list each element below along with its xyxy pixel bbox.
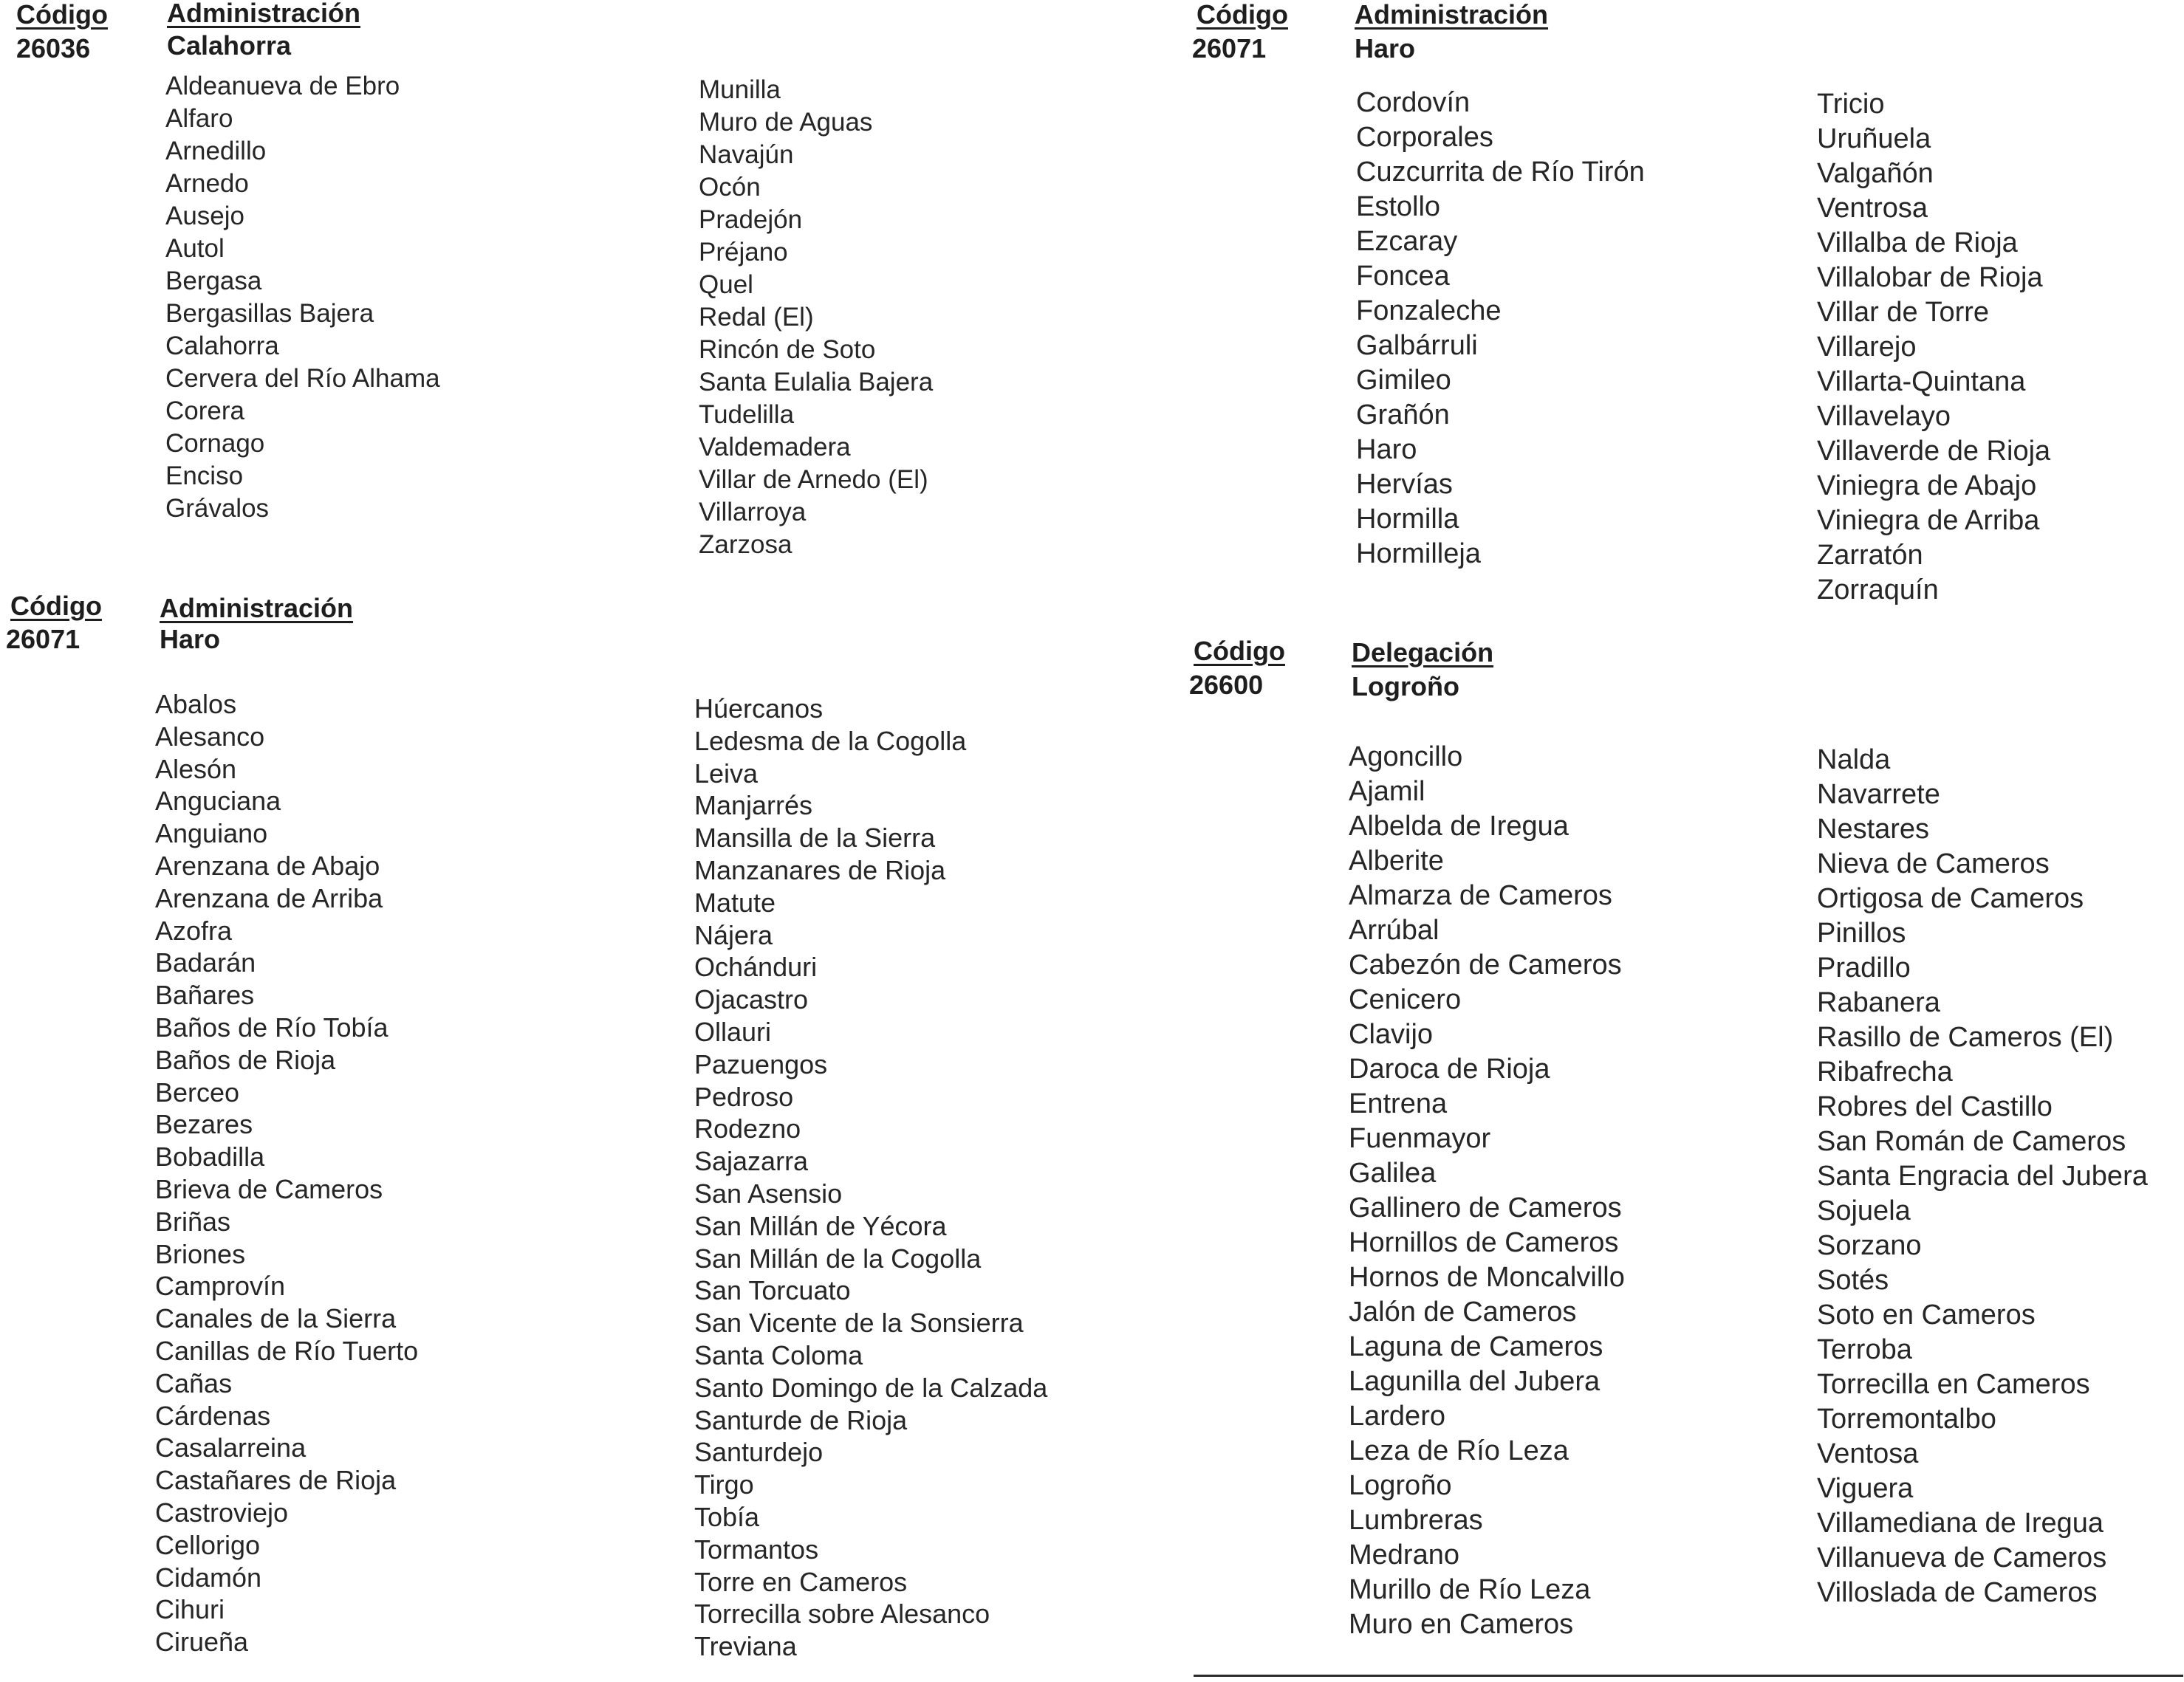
list-item: San Vicente de la Sonsierra: [694, 1308, 1024, 1339]
municipality-list-right: [1817, 87, 2050, 608]
list-item: Zorraquín: [1817, 574, 1939, 605]
tipo-label: Administración: [1355, 0, 1549, 30]
list-item: Bezares: [155, 1109, 253, 1140]
codigo-value: 26600: [1189, 670, 1264, 700]
list-item: Leiva: [694, 758, 759, 789]
list-item: Sajazarra: [694, 1146, 809, 1177]
list-item: Manzanares de Rioja: [694, 854, 946, 885]
list-item: Mansilla de la Sierra: [694, 823, 936, 854]
list-item: Cañas: [155, 1367, 233, 1398]
list-item: Viguera: [1817, 1473, 1914, 1504]
list-item: Rodezno: [694, 1113, 801, 1144]
list-item: Arnedillo: [165, 137, 267, 165]
list-item: Camprovín: [155, 1271, 286, 1302]
municipality-list-left: [155, 688, 418, 1658]
list-item: Soto en Cameros: [1817, 1300, 2036, 1331]
list-item: Cirueña: [155, 1627, 249, 1658]
list-item: Pradejón: [699, 205, 803, 234]
list-item: San Asensio: [694, 1178, 843, 1209]
municipality-list-right: [694, 693, 1047, 1663]
list-item: Torrecilla sobre Alesanco: [694, 1599, 990, 1630]
list-item: Gimileo: [1356, 365, 1451, 396]
list-item: Haro: [1356, 434, 1417, 465]
list-item: Munilla: [699, 75, 781, 104]
municipality-list-left: [1349, 740, 1625, 1642]
list-item: Clavijo: [1349, 1019, 1434, 1050]
list-item: Abalos: [155, 689, 237, 719]
list-item: Baños de Río Tobía: [155, 1012, 388, 1043]
list-item: Brieva de Cameros: [155, 1173, 383, 1204]
list-item: Hornos de Moncalvillo: [1349, 1262, 1625, 1293]
list-item: Nestares: [1817, 814, 1930, 845]
list-item: Ezcaray: [1356, 226, 1458, 257]
list-item: Azofra: [155, 915, 233, 946]
list-item: Santo Domingo de la Calzada: [694, 1372, 1048, 1403]
tipo-label: Administración: [167, 0, 361, 28]
list-item: Cabezón de Cameros: [1349, 950, 1622, 981]
list-item: Rabanera: [1817, 987, 1940, 1018]
bottom-divider: [1194, 1675, 2183, 1677]
list-item: Matute: [694, 887, 776, 918]
list-item: San Millán de la Cogolla: [694, 1243, 982, 1274]
list-item: Santa Engracia del Jubera: [1817, 1161, 2148, 1192]
list-item: Nalda: [1817, 744, 1891, 775]
list-item: Grañón: [1356, 399, 1450, 430]
list-item: Lagunilla del Jubera: [1349, 1366, 1601, 1397]
list-item: Laguna de Cameros: [1349, 1331, 1603, 1362]
list-item: Bergasa: [165, 267, 262, 295]
list-item: Fonzaleche: [1356, 295, 1502, 326]
list-item: Húercanos: [694, 693, 824, 724]
list-item: Daroca de Rioja: [1349, 1054, 1550, 1085]
list-item: Rasillo de Cameros (El): [1817, 1022, 2114, 1053]
list-item: Alesón: [155, 753, 237, 784]
list-item: Villaverde de Rioja: [1817, 436, 2051, 467]
list-item: Cornago: [165, 429, 265, 458]
list-item: Zarratón: [1817, 540, 1923, 571]
municipality-list-left: [1356, 86, 1645, 571]
list-item: Santurde de Rioja: [694, 1404, 908, 1435]
list-item: Alberite: [1349, 845, 1444, 876]
list-item: Valdemadera: [699, 433, 851, 461]
list-item: Arnedo: [165, 169, 249, 198]
list-item: Hornillos de Cameros: [1349, 1227, 1619, 1258]
list-item: Pradillo: [1817, 952, 1911, 984]
list-item: Viniegra de Arriba: [1817, 505, 2040, 536]
list-item: Bergasillas Bajera: [165, 299, 374, 328]
list-item: Pedroso: [694, 1081, 794, 1112]
list-item: Manjarrés: [694, 790, 813, 821]
list-item: Logroño: [1349, 1470, 1452, 1501]
list-item: Murillo de Río Leza: [1349, 1574, 1591, 1605]
list-item: Castañares de Rioja: [155, 1465, 397, 1496]
list-item: Hervías: [1356, 469, 1453, 500]
list-item: Cervera del Río Alhama: [165, 364, 440, 393]
list-item: Lumbreras: [1349, 1505, 1483, 1536]
list-item: Villavelayo: [1817, 401, 1951, 432]
list-item: Villalba de Rioja: [1817, 227, 2018, 258]
list-item: Ausejo: [165, 202, 245, 230]
list-item: Arenzana de Abajo: [155, 850, 380, 881]
list-item: Rincón de Soto: [699, 335, 876, 364]
list-item: Tricio: [1817, 89, 1885, 120]
list-item: Villarroya: [699, 498, 807, 526]
list-item: San Millán de Yécora: [694, 1210, 947, 1241]
municipality-list-right: [1817, 743, 2148, 1610]
list-item: Sotés: [1817, 1265, 1889, 1296]
municipality-list-right: [699, 74, 933, 561]
list-item: Treviana: [694, 1631, 797, 1662]
list-item: Santurdejo: [694, 1437, 824, 1468]
list-item: Santa Eulalia Bajera: [699, 368, 934, 397]
list-item: Arrúbal: [1349, 915, 1440, 946]
list-item: Hormilla: [1356, 504, 1459, 535]
list-item: Ocón: [699, 173, 761, 202]
list-item: Bañares: [155, 980, 255, 1011]
list-item: Cihuri: [155, 1594, 225, 1625]
codigo-value: 26036: [16, 33, 91, 63]
list-item: Alesanco: [155, 721, 265, 752]
list-item: Valgañón: [1817, 158, 1934, 189]
list-item: Canillas de Río Tuerto: [155, 1335, 419, 1366]
list-item: Tudelilla: [699, 400, 795, 429]
list-item: Tormantos: [694, 1534, 819, 1565]
list-item: Fuenmayor: [1349, 1123, 1491, 1154]
list-item: Ventosa: [1817, 1438, 1919, 1469]
list-item: Torremontalbo: [1817, 1404, 1996, 1435]
list-item: Jalón de Cameros: [1349, 1297, 1577, 1328]
list-item: Redal (El): [699, 303, 814, 332]
list-item: Galbárruli: [1356, 330, 1478, 361]
list-item: Almarza de Cameros: [1349, 880, 1612, 911]
list-item: Ajamil: [1349, 776, 1425, 807]
list-item: Corporales: [1356, 122, 1493, 153]
list-item: Ledesma de la Cogolla: [694, 725, 967, 756]
list-item: Ojacastro: [694, 984, 809, 1015]
list-item: Zarzosa: [699, 530, 793, 559]
list-item: Ochánduri: [694, 952, 818, 983]
list-item: Sojuela: [1817, 1195, 1911, 1226]
list-item: Alfaro: [165, 104, 233, 133]
list-item: Pinillos: [1817, 918, 1906, 949]
list-item: Navajún: [699, 140, 794, 169]
list-item: Medrano: [1349, 1539, 1459, 1571]
section-name: Haro: [160, 624, 221, 654]
list-item: Baños de Rioja: [155, 1044, 336, 1075]
list-item: Villamediana de Iregua: [1817, 1508, 2104, 1539]
section-name: Logroño: [1352, 671, 1459, 701]
list-item: Nieva de Cameros: [1817, 848, 2050, 879]
list-item: Entrena: [1349, 1088, 1448, 1119]
list-item: Tirgo: [694, 1469, 754, 1500]
list-item: Estollo: [1356, 191, 1441, 222]
list-item: Ventrosa: [1817, 193, 1928, 224]
list-item: Briones: [155, 1238, 246, 1269]
list-item: Ribafrecha: [1817, 1057, 1953, 1088]
list-item: Torrecilla en Cameros: [1817, 1369, 2090, 1400]
list-item: San Román de Cameros: [1817, 1126, 2126, 1157]
list-item: Sorzano: [1817, 1230, 1922, 1261]
list-item: Villarejo: [1817, 332, 1917, 363]
list-item: Aldeanueva de Ebro: [165, 72, 400, 100]
list-item: Villanueva de Cameros: [1817, 1542, 2107, 1573]
list-item: Briñas: [155, 1206, 231, 1237]
tipo-label: Administración: [160, 593, 354, 623]
list-item: Albelda de Iregua: [1349, 811, 1569, 842]
list-item: Gallinero de Cameros: [1349, 1192, 1622, 1223]
list-item: Muro de Aguas: [699, 108, 873, 137]
list-item: Agoncillo: [1349, 741, 1463, 772]
list-item: Cárdenas: [155, 1400, 271, 1431]
list-item: Cuzcurrita de Río Tirón: [1356, 157, 1645, 188]
list-item: Casalarreina: [155, 1432, 307, 1463]
list-item: Robres del Castillo: [1817, 1091, 2053, 1122]
list-item: Tobía: [694, 1501, 760, 1532]
list-item: San Torcuato: [694, 1275, 851, 1306]
codigo-label: Código: [1197, 0, 1288, 30]
codigo-value: 26071: [6, 624, 81, 654]
list-item: Arenzana de Arriba: [155, 882, 383, 913]
list-item: Uruñuela: [1817, 123, 1931, 154]
list-item: Villar de Torre: [1817, 297, 1990, 328]
list-item: Muro en Cameros: [1349, 1609, 1574, 1640]
codigo-label: Código: [1194, 636, 1285, 666]
list-item: Corera: [165, 397, 244, 425]
list-item: Pazuengos: [694, 1048, 828, 1079]
list-item: Villarta-Quintana: [1817, 366, 2026, 397]
list-item: Quel: [699, 270, 753, 299]
tipo-label: Delegación: [1352, 637, 1494, 667]
list-item: Navarrete: [1817, 779, 1940, 810]
list-item: Villoslada de Cameros: [1817, 1577, 2098, 1608]
list-item: Préjano: [699, 238, 788, 267]
list-item: Leza de Río Leza: [1349, 1435, 1569, 1466]
list-item: Autol: [165, 234, 225, 263]
list-item: Canales de la Sierra: [155, 1303, 397, 1334]
municipality-list-left: [165, 70, 440, 525]
list-item: Villalobar de Rioja: [1817, 262, 2043, 293]
list-item: Nájera: [694, 919, 773, 950]
list-item: Viniegra de Abajo: [1817, 470, 2037, 501]
list-item: Torre en Cameros: [694, 1566, 908, 1597]
list-item: Cenicero: [1349, 984, 1462, 1015]
list-item: Anguiano: [155, 818, 268, 849]
list-item: Galilea: [1349, 1158, 1437, 1189]
list-item: Grávalos: [165, 494, 270, 523]
section-name: Calahorra: [167, 30, 292, 61]
list-item: Castroviejo: [155, 1497, 289, 1528]
list-item: Anguciana: [155, 786, 281, 817]
codigo-label: Código: [10, 591, 102, 621]
codigo-label: Código: [16, 0, 108, 30]
list-item: Lardero: [1349, 1401, 1445, 1432]
list-item: Cidamón: [155, 1562, 262, 1593]
list-item: Santa Coloma: [694, 1339, 863, 1370]
list-item: Foncea: [1356, 261, 1450, 292]
list-item: Enciso: [165, 461, 244, 490]
list-item: Cellorigo: [155, 1529, 261, 1560]
list-item: Berceo: [155, 1077, 240, 1108]
section-name: Haro: [1355, 33, 1416, 63]
list-item: Calahorra: [165, 332, 279, 360]
codigo-value: 26071: [1192, 33, 1267, 63]
list-item: Terroba: [1817, 1334, 1912, 1365]
list-item: Hormilleja: [1356, 538, 1481, 569]
list-item: Ollauri: [694, 1016, 772, 1047]
list-item: Villar de Arnedo (El): [699, 465, 928, 494]
list-item: Bobadilla: [155, 1142, 265, 1173]
list-item: Cordovín: [1356, 87, 1471, 118]
list-item: Ortigosa de Cameros: [1817, 883, 2084, 914]
list-item: Badarán: [155, 947, 256, 978]
